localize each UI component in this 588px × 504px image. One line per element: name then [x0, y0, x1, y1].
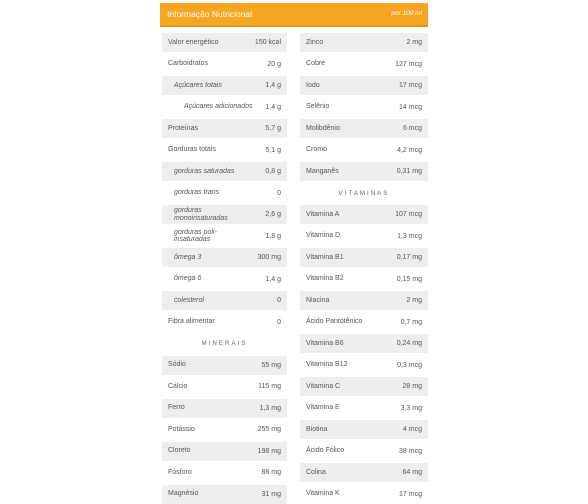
header-serving: por 100 ml	[391, 10, 422, 17]
nutrient-label: gorduras monoinsaturadas	[174, 207, 228, 222]
nutrient-label: Ácido Pantotênico	[306, 318, 363, 326]
nutrient-row	[300, 463, 428, 482]
nutrient-value: 38 mcg	[399, 447, 422, 455]
nutrient-value: 6 mcg	[402, 125, 422, 132]
nutrient-label: gorduras saturadas	[174, 167, 235, 175]
nutrient-value: 0	[277, 189, 281, 197]
nutrient-row	[162, 248, 287, 267]
nutrient-row	[162, 399, 287, 418]
section-heading: MINERAIS	[201, 340, 248, 347]
nutrient-label: Vitamina K	[306, 490, 340, 498]
nutrient-row	[162, 98, 287, 117]
nutrient-label: gorduras trans	[174, 189, 220, 197]
nutrient-value: 0	[277, 318, 281, 326]
nutrient-label: Ácido Fólico	[306, 447, 345, 455]
nutrient-row	[162, 119, 287, 138]
nutrient-row	[162, 485, 287, 504]
nutrient-label: Selênio	[306, 103, 330, 111]
nutrient-value: 0,3 mcg	[397, 361, 422, 369]
nutrient-value: 31 mg	[261, 490, 281, 498]
nutrient-label: Biotina	[306, 425, 328, 433]
nutrient-label: Vitamina B12	[306, 361, 348, 369]
nutrient-label: Zinco	[306, 38, 324, 46]
header-title: Informação Nutricional	[167, 9, 253, 19]
nutrient-value: 1,4 g	[265, 275, 281, 283]
nutrient-value: 107 mcg	[395, 211, 422, 218]
nutrient-row	[300, 119, 428, 138]
nutrient-value: 5,7 g	[265, 125, 281, 132]
nutrient-value: 150 kcal	[254, 39, 281, 46]
nutrient-row	[162, 184, 287, 203]
nutrient-label: Magnésio	[168, 490, 199, 498]
nutrient-value: 4,2 mcg	[397, 146, 422, 154]
nutrient-value: 0,31 mg	[396, 168, 422, 175]
nutrition-header	[160, 3, 428, 27]
nutrient-value: 4 mcg	[402, 426, 422, 433]
nutrient-row	[300, 442, 428, 461]
nutrient-value: 20 g	[267, 60, 281, 68]
nutrient-row	[162, 141, 287, 160]
nutrient-label: colesterol	[174, 296, 204, 304]
nutrient-value: 1,8 g	[265, 232, 281, 240]
nutrient-row	[300, 291, 428, 310]
nutrient-label: Ferro	[168, 404, 185, 412]
nutrient-value: 1,4 g	[265, 103, 281, 111]
nutrient-row	[300, 420, 428, 439]
nutrient-label: Cobre	[306, 60, 326, 68]
nutrient-row	[300, 98, 428, 117]
nutrient-row	[162, 55, 287, 74]
nutrient-row	[162, 420, 287, 439]
nutrient-value: 64 mg	[402, 469, 422, 476]
nutrient-label: gorduras poli-insaturadas	[174, 228, 217, 243]
nutrient-value: 88 mg	[261, 469, 281, 476]
nutrient-row	[300, 356, 428, 375]
nutrient-label: Sódio	[168, 361, 186, 369]
nutrient-row	[300, 377, 428, 396]
nutrient-label: Molibdênio	[306, 124, 340, 132]
nutrient-value: 1,4 g	[265, 82, 281, 89]
nutrient-value: 2 mg	[406, 297, 422, 304]
nutrient-value: 0,24 mg	[396, 340, 422, 347]
nutrient-label: Niacina	[306, 296, 330, 304]
nutrient-label: Vitamina A	[306, 210, 340, 218]
nutrient-value: 300 mg	[257, 254, 281, 261]
nutrient-row	[162, 463, 287, 482]
nutrient-value: 255 mg	[257, 426, 281, 433]
nutrient-value: 0,8 g	[265, 168, 281, 175]
nutrient-row	[300, 313, 428, 332]
nutrient-label: Vitamina E	[306, 404, 340, 412]
nutrient-row	[300, 270, 428, 289]
nutrient-row	[162, 205, 287, 224]
nutrient-label: Manganês	[306, 167, 339, 175]
nutrient-row	[300, 334, 428, 353]
nutrient-value: 2,6 g	[265, 211, 281, 218]
nutrient-row	[300, 162, 428, 181]
nutrient-row	[162, 442, 287, 461]
nutrient-label: Colina	[306, 468, 326, 476]
nutrient-row	[162, 227, 287, 246]
nutrient-value: 0	[277, 297, 281, 304]
nutrient-label: Fibra alimentar	[168, 318, 215, 326]
nutrient-value: 1,3 mg	[259, 404, 281, 412]
nutrient-label: Vitamina C	[306, 382, 341, 390]
nutrient-row	[300, 55, 428, 74]
nutrient-value: 3,3 mg	[400, 404, 422, 412]
nutrient-row	[162, 356, 287, 375]
nutrient-value: 55 mg	[261, 361, 281, 369]
nutrient-label: Iodo	[306, 81, 320, 89]
nutrient-row	[162, 162, 287, 181]
nutrient-label: Cloreto	[168, 447, 191, 455]
nutrient-label: ômega 6	[174, 275, 202, 283]
nutrient-row	[162, 76, 287, 95]
nutrient-row	[162, 33, 287, 52]
nutrient-row	[300, 205, 428, 224]
nutrient-row	[300, 485, 428, 504]
nutrient-label: Potássio	[168, 425, 195, 433]
nutrient-label: Carboidratos	[168, 60, 209, 68]
nutrient-row	[162, 270, 287, 289]
nutrient-row	[300, 141, 428, 160]
nutrient-label: Proteínas	[168, 124, 198, 132]
nutrient-row	[300, 33, 428, 52]
nutrient-label: Valor energético	[168, 38, 219, 46]
nutrient-value: 14 mcg	[399, 103, 422, 111]
nutrient-row	[300, 227, 428, 246]
nutrient-row	[162, 313, 287, 332]
nutrient-value: 127 mcg	[395, 60, 422, 68]
nutrient-value: 2 mg	[406, 39, 422, 46]
nutrient-value: 17 mcg	[399, 82, 422, 89]
nutrient-label: ômega 3	[174, 253, 202, 261]
nutrient-label: Vitamina B6	[306, 339, 344, 347]
nutrient-label: Açúcares totais	[174, 81, 222, 89]
nutrient-value: 28 mg	[402, 383, 422, 390]
nutrient-label: Cálcio	[168, 382, 188, 390]
nutrient-label: Vitamina D	[306, 232, 341, 240]
nutrient-label: Vitamina B1	[306, 253, 344, 261]
nutrient-value: 0,17 mg	[396, 254, 422, 261]
nutrient-row	[300, 399, 428, 418]
nutrient-label: Vitamina B2	[306, 275, 344, 283]
nutrient-value: 1,3 mcg	[397, 232, 422, 240]
nutrient-row	[300, 248, 428, 267]
nutrient-value: 5,1 g	[265, 146, 281, 154]
nutrient-value: 198 mg	[257, 447, 281, 455]
nutrient-value: 17 mcg	[399, 490, 422, 498]
nutrient-row	[300, 76, 428, 95]
nutrient-row	[162, 291, 287, 310]
nutrient-value: 115 mg	[258, 383, 281, 390]
nutrient-value: 0,7 mg	[400, 318, 422, 326]
nutrient-row	[162, 377, 287, 396]
nutrient-label: Açúcares adicionados	[184, 103, 253, 111]
nutrient-value: 0,15 mg	[396, 275, 422, 283]
nutrient-label: Gorduras totais	[168, 146, 216, 154]
nutrient-label: Cromo	[306, 146, 328, 154]
section-heading: VITAMINAS	[338, 189, 390, 197]
nutrient-label: Fósforo	[168, 468, 192, 476]
